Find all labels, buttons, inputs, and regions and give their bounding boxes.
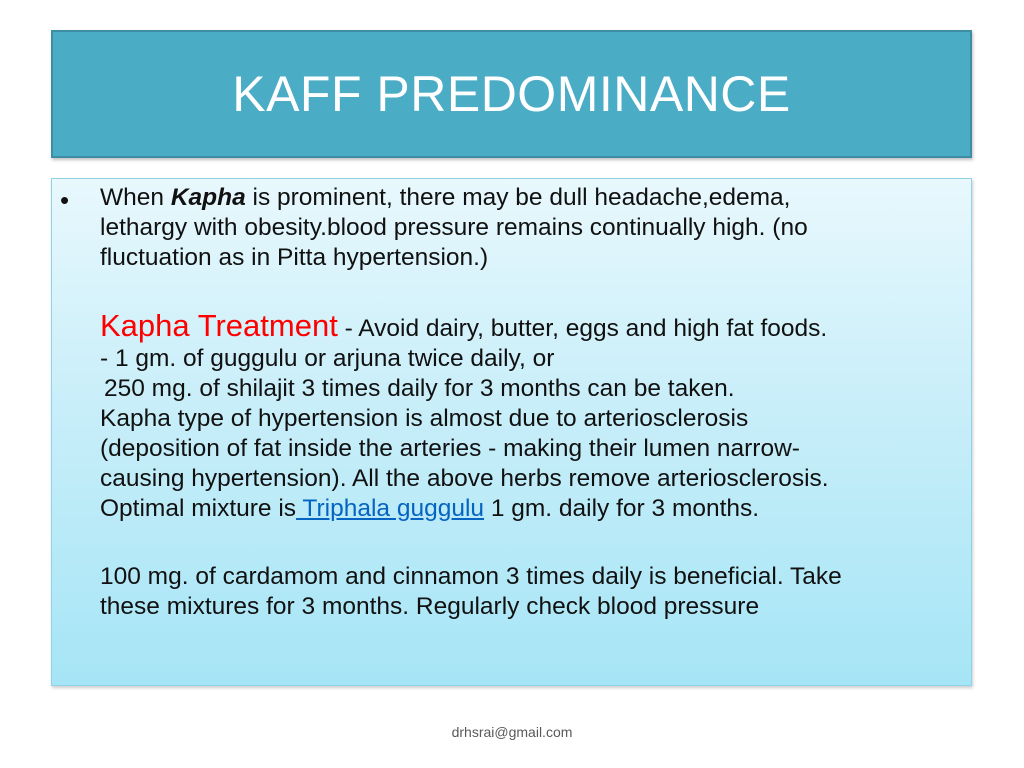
bullet-icon: • (60, 185, 70, 215)
footer-email: drhsrai@gmail.com (451, 724, 573, 740)
intro-line-3: fluctuation as in Pitta hypertension.) (100, 244, 489, 271)
treatment-heading: Kapha Treatment (100, 308, 338, 343)
treatment-line-6: causing hypertension). All the above herbs remove arteriosclerosis. (100, 465, 829, 492)
triphala-guggulu-link[interactable]: Triphala guggulu (296, 495, 485, 522)
treatment-line-4: Kapha type of hypertension is almost due to arteriosclerosis (100, 405, 749, 432)
body-text (100, 183, 966, 622)
content-panel (51, 178, 972, 686)
title-banner (51, 30, 972, 158)
intro-line-1: When Kapha is prominent, there may be dull headache,edema, (100, 184, 791, 211)
slide-title: KAFF PREDOMINANCE (232, 66, 791, 122)
treatment-line-7: Optimal mixture is Triphala guggulu 1 gm. daily for 3 months. (100, 495, 760, 522)
cardamom-line-2: these mixtures for 3 months. Regularly check blood pressure (100, 593, 760, 620)
intro-line-2: lethargy with obesity.blood pressure remains continually high. (no (100, 214, 808, 241)
treatment-line-1: Kapha Treatment - Avoid dairy, butter, eggs and high fat foods. (100, 308, 828, 343)
treatment-line-3: 250 mg. of shilajit 3 times daily for 3 months can be taken. (104, 375, 735, 402)
treatment-line-5: (deposition of fat inside the arteries - making their lumen narrow- (100, 435, 800, 462)
cardamom-line-1: 100 mg. of cardamom and cinnamon 3 times daily is beneficial. Take (100, 563, 842, 590)
treatment-line-2: - 1 gm. of guggulu or arjuna twice daily, or (100, 345, 555, 372)
kapha-emphasis: Kapha (170, 184, 246, 211)
